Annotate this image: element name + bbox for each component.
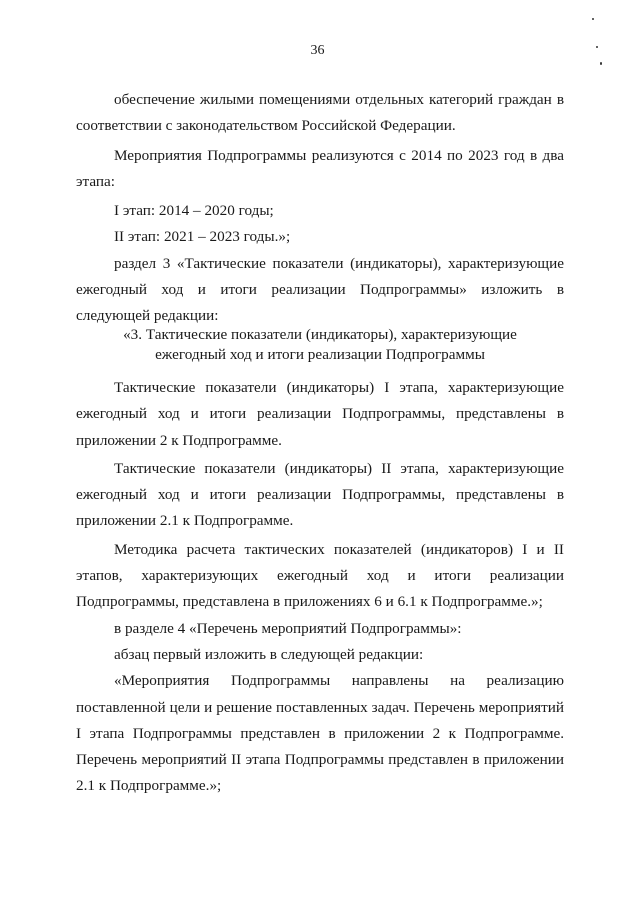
heading-line-2: ежегодный ход и итоги реализации Подпрограммы xyxy=(155,346,485,363)
paragraph-first-abzac: абзац первый изложить в следующей редакции: xyxy=(114,645,424,663)
paragraph-stages-intro: Мероприятия Подпрограммы реализуются с 2014 по 2023 год в два этапа: xyxy=(76,146,564,190)
scan-speck xyxy=(596,46,598,48)
body-text-block-2 xyxy=(76,375,564,800)
scan-speck xyxy=(592,18,594,20)
paragraph-measures: «Мероприятия Подпрограммы направлены на реализацию поставленной цели и решение поставленных задач. Перечень мероприятий I этапа Подпрограммы представлен в приложении 2 к Подпрограмме. Перечень мероприятий II этапа Подпрограммы представлен в приложении 2.1 к Подпрограмме.»; xyxy=(76,672,564,795)
body-text-block-1 xyxy=(76,87,564,330)
scan-speck xyxy=(600,62,602,65)
paragraph-indicators-stage-2: Тактические показатели (индикаторы) II этапа, характеризующие ежегодный ход и итоги реализации Подпрограммы, представлены в приложении 2.1 к Подпрограмме. xyxy=(76,459,564,530)
paragraph-methodology: Методика расчета тактических показателей (индикаторов) I и II этапов, характеризующих ежегодный ход и итоги реализации Подпрограммы, представлена в приложениях 6 и 6.1 к Подпрограмме.»; xyxy=(76,540,564,611)
page-number: 36 xyxy=(310,43,325,58)
paragraph-stage-2: II этап: 2021 – 2023 годы.»; xyxy=(114,228,291,246)
paragraph-indicators-stage-1: Тактические показатели (индикаторы) I этапа, характеризующие ежегодный ход и итоги реализации Подпрограммы, представлены в приложении 2 к Подпрограмме. xyxy=(76,379,564,449)
paragraph-section-4: в разделе 4 «Перечень мероприятий Подпрограммы»: xyxy=(114,619,462,637)
paragraph-section-3: раздел 3 «Тактические показатели (индикаторы), характеризующие ежегодный ход и итоги реализации Подпрограммы» изложить в следующей редакции: xyxy=(76,254,564,325)
paragraph-stage-1: I этап: 2014 – 2020 годы; xyxy=(114,202,274,220)
paragraph-housing: обеспечение жилыми помещениями отдельных категорий граждан в соответствии с законодательством Российской Федерации. xyxy=(76,91,564,135)
section-heading xyxy=(76,325,564,365)
heading-line-1: «3. Тактические показатели (индикаторы), характеризующие xyxy=(123,326,517,343)
